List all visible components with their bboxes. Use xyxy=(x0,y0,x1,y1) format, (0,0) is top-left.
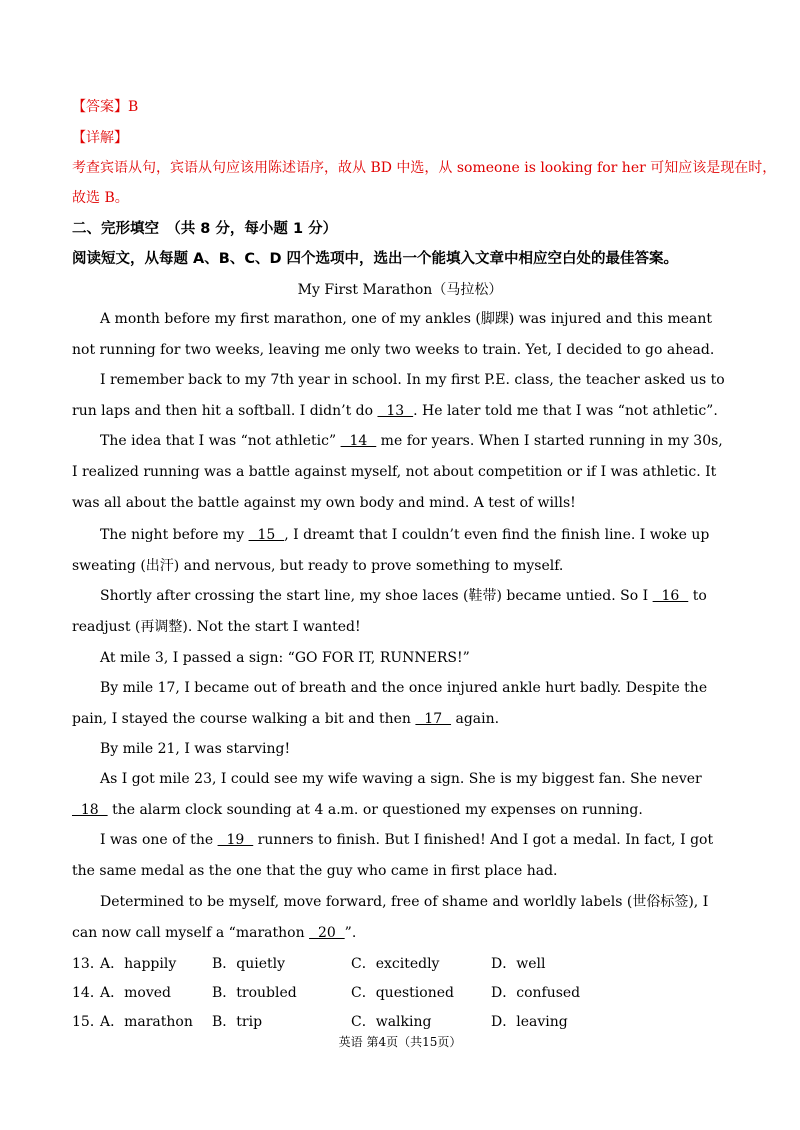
passage-paragraph-3: The idea that I was “not athletic” 14 me for years. When I started running in my 30s, I realized running was a battle against myself, not about competition or if I was athletic. It was all about the battle against my own body and mind. A test of wills! xyxy=(72,433,723,511)
answer-label: 【答案】B xyxy=(72,99,139,115)
option-a: A．marathon xyxy=(100,1014,193,1030)
section-instruction: 阅读短文，从每题 A、B、C、D 四个选项中，选出一个能填入文章中相应空白处的最佳答案。 xyxy=(72,251,679,267)
option-a: A．moved xyxy=(100,985,171,1001)
option-c: C．questioned xyxy=(351,985,454,1001)
passage-paragraph-10: I was one of the 19 runners to finish. But I finished! And I got a medal. In fact, I got the same medal as the one that the guy who came in first place had. xyxy=(72,832,714,879)
option-a: A．happily xyxy=(100,956,177,972)
option-b: B．trip xyxy=(212,1014,263,1030)
passage-paragraph-5: Shortly after crossing the start line, my shoe laces (鞋带) became untied. So I 16 to readjust (再调整). Not the start I wanted! xyxy=(72,588,707,635)
passage-paragraph-11: Determined to be myself, move forward, free of shame and worldly labels (世俗标签), I can now call myself a “marathon 20 ”. xyxy=(72,894,709,941)
blank-18: 18 xyxy=(72,802,108,818)
passage-paragraph-7: By mile 17, I became out of breath and the once injured ankle hurt badly. Despite the pain, I stayed the course walking a bit and then 17 again. xyxy=(72,680,708,727)
option-d: D．well xyxy=(491,956,546,972)
passage-paragraph-1: A month before my first marathon, one of my ankles (脚踝) was injured and this meant not running for two weeks, leaving me only two weeks to train. Yet, I decided to go ahead. xyxy=(72,311,715,358)
option-c: C．excitedly xyxy=(351,956,440,972)
passage-paragraph-2: I remember back to my 7th year in school. In my first P.E. class, the teacher asked us to run laps and then hit a softball. I didn’t do 13 . He later told me that I was “not athletic”. xyxy=(72,372,725,419)
detail-line-1: 考查宾语从句，宾语从句应该用陈述语序，故从 BD 中选，从 someone is looking for her 可知应该是现在时， xyxy=(72,160,777,176)
blank-19: 19 xyxy=(217,832,254,848)
option-d: D．confused xyxy=(491,985,581,1001)
option-b: B．troubled xyxy=(212,985,297,1001)
blank-20: 20 xyxy=(309,925,345,941)
passage-paragraph-6: At mile 3, I passed a sign: “GO FOR IT, RUNNERS!” xyxy=(100,650,470,666)
blank-14: 14 xyxy=(340,433,377,449)
blank-15: 15 xyxy=(248,527,285,543)
detail-label: 【详解】 xyxy=(72,130,128,146)
passage-paragraph-9: As I got mile 23, I could see my wife waving a sign. She is my biggest fan. She never 18 the alarm clock sounding at 4 a.m. or questioned my expenses on running. xyxy=(72,771,702,818)
option-c: C．walking xyxy=(351,1014,432,1030)
blank-13: 13 xyxy=(377,403,414,419)
blank-17: 17 xyxy=(415,711,452,727)
passage-title: My First Marathon（马拉松） xyxy=(297,282,503,298)
section-heading: 二、完形填空 （共 8 分，每小题 1 分） xyxy=(72,221,338,237)
option-d: D．leaving xyxy=(491,1014,568,1030)
question-number: 15． xyxy=(72,1014,104,1030)
passage-paragraph-4: The night before my 15 , I dreamt that I couldn’t even find the finish line. I woke up sweating (出汗) and nervous, but ready to prove something to myself. xyxy=(72,527,710,574)
blank-16: 16 xyxy=(652,588,689,604)
question-number: 13． xyxy=(72,956,104,972)
detail-line-2: 故选 B。 xyxy=(72,190,129,206)
page-footer: 英语 第4页（共15页） xyxy=(338,1035,462,1049)
passage-paragraph-8: By mile 21, I was starving! xyxy=(100,741,291,757)
option-b: B．quietly xyxy=(212,956,286,972)
question-number: 14． xyxy=(72,985,104,1001)
